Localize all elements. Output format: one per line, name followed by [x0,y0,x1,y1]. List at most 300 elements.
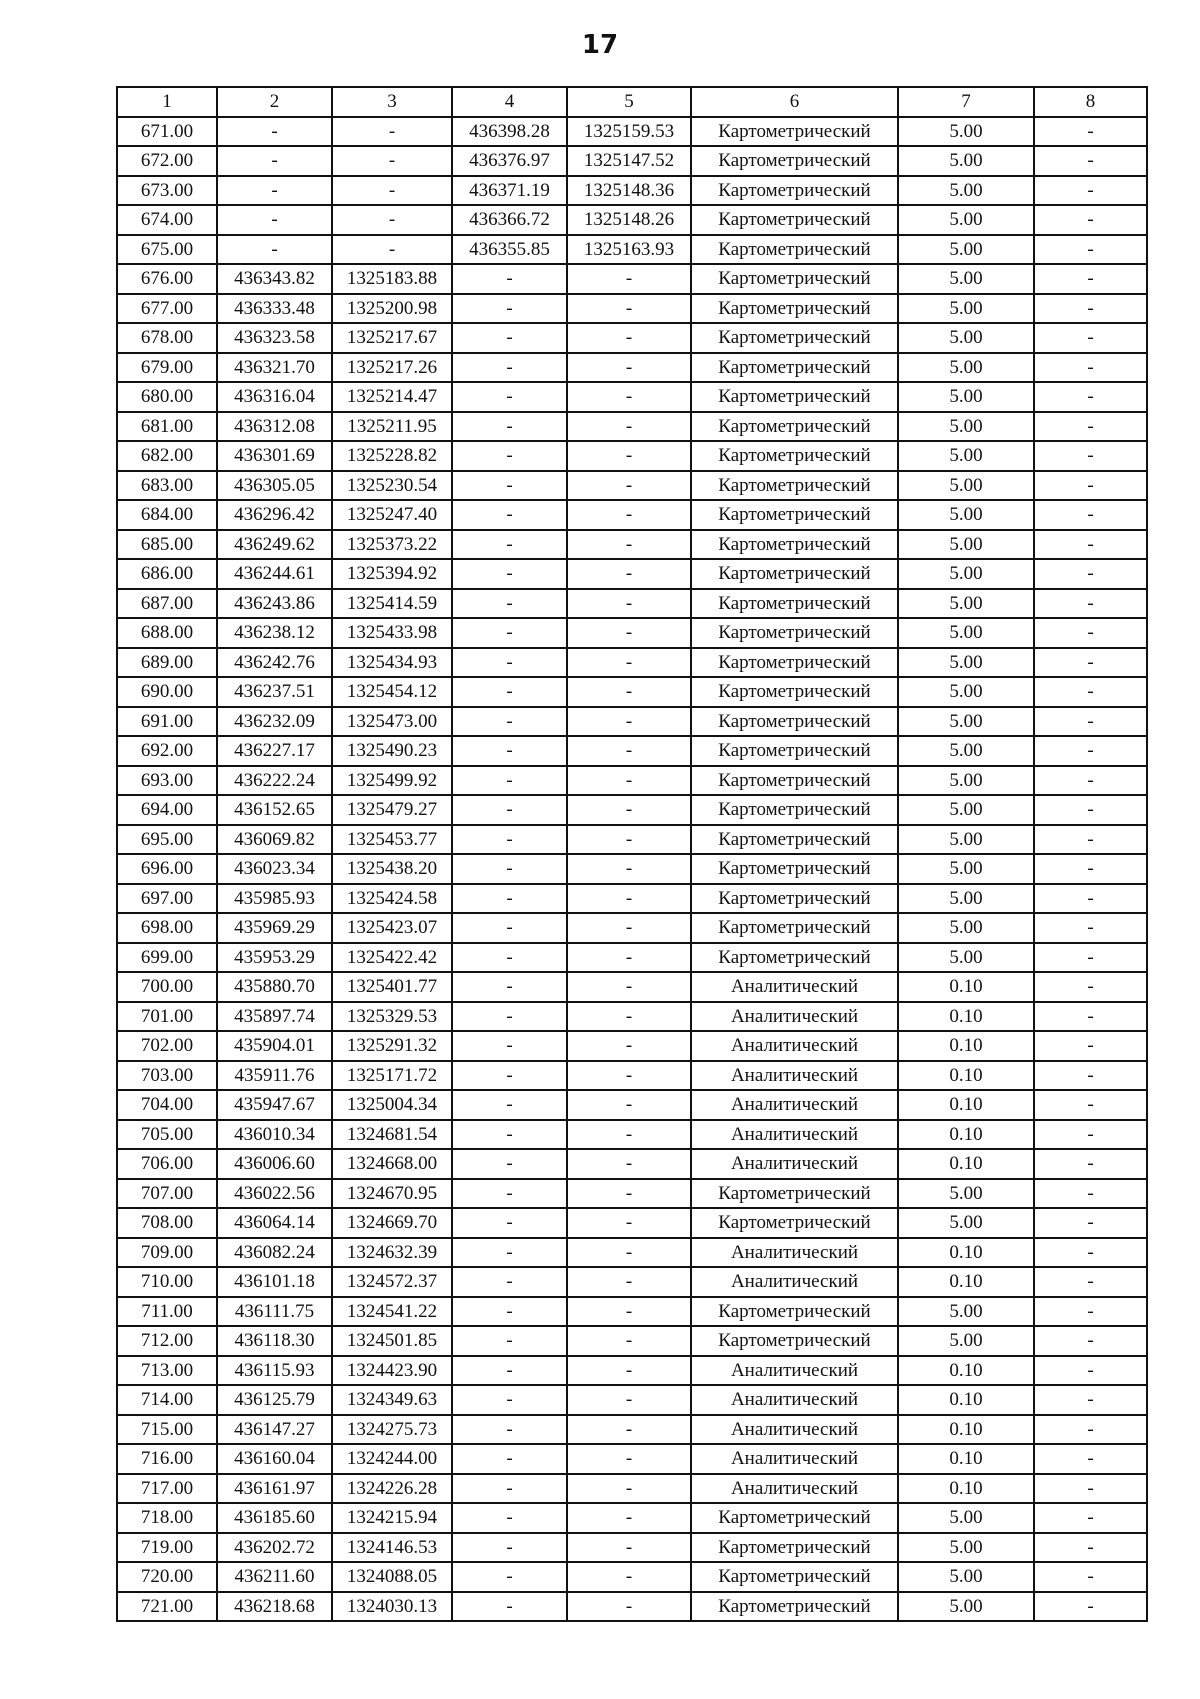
description-cell: - [1034,353,1147,383]
method-cell: Картометрический [691,766,898,796]
accuracy-cell: 5.00 [898,559,1034,589]
method-cell: Картометрический [691,1503,898,1533]
point-number-cell: 707.00 [117,1179,217,1209]
point-number-cell: 671.00 [117,117,217,147]
point-number-cell: 703.00 [117,1061,217,1091]
accuracy-cell: 0.10 [898,1149,1034,1179]
method-cell: Картометрический [691,1208,898,1238]
accuracy-cell: 5.00 [898,530,1034,560]
table-row [117,146,1147,176]
new-x-cell: - [452,972,567,1002]
existing-y-cell: 1324572.37 [332,1267,452,1297]
table-header-row [117,87,1147,117]
table-row [117,1061,1147,1091]
new-y-cell: - [567,1385,691,1415]
new-x-cell: 436355.85 [452,235,567,265]
table-row [117,117,1147,147]
accuracy-cell: 0.10 [898,1444,1034,1474]
table-row [117,618,1147,648]
new-y-cell: - [567,972,691,1002]
existing-x-cell: 436305.05 [217,471,332,501]
existing-y-cell: 1325291.32 [332,1031,452,1061]
accuracy-cell: 0.10 [898,1090,1034,1120]
existing-x-cell: 436321.70 [217,353,332,383]
method-cell: Картометрический [691,884,898,914]
existing-y-cell: 1324030.13 [332,1592,452,1622]
point-number-cell: 683.00 [117,471,217,501]
existing-x-cell: - [217,235,332,265]
existing-x-cell: 436238.12 [217,618,332,648]
new-y-cell: - [567,677,691,707]
existing-x-cell: 436343.82 [217,264,332,294]
accuracy-cell: 5.00 [898,235,1034,265]
accuracy-cell: 5.00 [898,736,1034,766]
new-x-cell: - [452,589,567,619]
description-cell: - [1034,146,1147,176]
accuracy-cell: 5.00 [898,825,1034,855]
description-cell: - [1034,913,1147,943]
existing-y-cell: 1324088.05 [332,1562,452,1592]
description-cell: - [1034,294,1147,324]
new-y-cell: - [567,1444,691,1474]
accuracy-cell: 5.00 [898,795,1034,825]
new-y-cell: 1325159.53 [567,117,691,147]
new-x-cell: - [452,1090,567,1120]
table-row [117,943,1147,973]
point-number-cell: 675.00 [117,235,217,265]
new-x-cell: - [452,1474,567,1504]
table-row [117,766,1147,796]
method-cell: Аналитический [691,1149,898,1179]
description-cell: - [1034,1002,1147,1032]
point-number-cell: 681.00 [117,412,217,442]
description-cell: - [1034,1503,1147,1533]
description-cell: - [1034,1385,1147,1415]
point-number-cell: 693.00 [117,766,217,796]
existing-x-cell: 436022.56 [217,1179,332,1209]
point-number-cell: 672.00 [117,146,217,176]
description-cell: - [1034,559,1147,589]
description-cell: - [1034,323,1147,353]
accuracy-cell: 5.00 [898,1208,1034,1238]
description-cell: - [1034,1208,1147,1238]
new-x-cell: - [452,1002,567,1032]
existing-y-cell: 1325329.53 [332,1002,452,1032]
method-cell: Картометрический [691,559,898,589]
point-number-cell: 710.00 [117,1267,217,1297]
existing-y-cell: 1325499.92 [332,766,452,796]
point-number-cell: 684.00 [117,500,217,530]
existing-x-cell: 436237.51 [217,677,332,707]
existing-x-cell: 435911.76 [217,1061,332,1091]
accuracy-cell: 5.00 [898,176,1034,206]
new-x-cell: - [452,1533,567,1563]
table-row [117,235,1147,265]
method-cell: Аналитический [691,1474,898,1504]
accuracy-cell: 5.00 [898,1179,1034,1209]
accuracy-cell: 5.00 [898,1533,1034,1563]
method-cell: Аналитический [691,1385,898,1415]
table-row [117,1208,1147,1238]
new-y-cell: - [567,1562,691,1592]
description-cell: - [1034,854,1147,884]
description-cell: - [1034,1444,1147,1474]
table-row [117,441,1147,471]
new-x-cell: - [452,500,567,530]
new-x-cell: 436398.28 [452,117,567,147]
point-number-cell: 712.00 [117,1326,217,1356]
method-cell: Картометрический [691,264,898,294]
table-row [117,1415,1147,1445]
existing-y-cell: 1325394.92 [332,559,452,589]
existing-x-cell: 436115.93 [217,1356,332,1386]
new-y-cell: - [567,412,691,442]
table-row [117,884,1147,914]
column-header: 3 [332,87,452,117]
table-row [117,736,1147,766]
accuracy-cell: 0.10 [898,1002,1034,1032]
existing-x-cell: - [217,146,332,176]
accuracy-cell: 5.00 [898,471,1034,501]
existing-y-cell: 1324349.63 [332,1385,452,1415]
new-y-cell: - [567,1179,691,1209]
accuracy-cell: 5.00 [898,589,1034,619]
accuracy-cell: 0.10 [898,1474,1034,1504]
new-x-cell: - [452,294,567,324]
existing-x-cell: 436316.04 [217,382,332,412]
method-cell: Картометрический [691,441,898,471]
accuracy-cell: 5.00 [898,943,1034,973]
table-row [117,825,1147,855]
new-y-cell: - [567,1031,691,1061]
existing-x-cell: 436147.27 [217,1415,332,1445]
table-row [117,1238,1147,1268]
table-row [117,1120,1147,1150]
method-cell: Картометрический [691,382,898,412]
accuracy-cell: 5.00 [898,441,1034,471]
new-y-cell: - [567,264,691,294]
existing-y-cell: - [332,146,452,176]
description-cell: - [1034,1179,1147,1209]
method-cell: Аналитический [691,972,898,1002]
new-x-cell: - [452,1297,567,1327]
point-number-cell: 717.00 [117,1474,217,1504]
existing-x-cell: 435947.67 [217,1090,332,1120]
new-y-cell: - [567,648,691,678]
existing-x-cell: 436185.60 [217,1503,332,1533]
description-cell: - [1034,1562,1147,1592]
existing-x-cell: 436249.62 [217,530,332,560]
table-row [117,1326,1147,1356]
accuracy-cell: 5.00 [898,1297,1034,1327]
method-cell: Картометрический [691,500,898,530]
method-cell: Картометрический [691,1326,898,1356]
table-row [117,795,1147,825]
new-x-cell: - [452,382,567,412]
table-body [117,117,1147,1622]
method-cell: Аналитический [691,1031,898,1061]
new-x-cell: - [452,707,567,737]
table-row [117,1002,1147,1032]
point-number-cell: 688.00 [117,618,217,648]
new-y-cell: - [567,1415,691,1445]
new-y-cell: 1325163.93 [567,235,691,265]
point-number-cell: 720.00 [117,1562,217,1592]
description-cell: - [1034,500,1147,530]
new-y-cell: - [567,1090,691,1120]
description-cell: - [1034,471,1147,501]
existing-x-cell: 436202.72 [217,1533,332,1563]
table-row [117,500,1147,530]
table-row [117,1444,1147,1474]
page-number: 17 [581,30,619,60]
new-y-cell: - [567,1592,691,1622]
point-number-cell: 680.00 [117,382,217,412]
new-x-cell: - [452,825,567,855]
new-y-cell: - [567,382,691,412]
existing-y-cell: 1325414.59 [332,589,452,619]
existing-x-cell: 436064.14 [217,1208,332,1238]
new-y-cell: - [567,323,691,353]
method-cell: Картометрический [691,1179,898,1209]
table-row [117,972,1147,1002]
coordinates-table [116,86,1148,1622]
new-x-cell: - [452,441,567,471]
accuracy-cell: 5.00 [898,205,1034,235]
existing-y-cell: 1325438.20 [332,854,452,884]
accuracy-cell: 5.00 [898,677,1034,707]
new-y-cell: - [567,441,691,471]
new-y-cell: - [567,943,691,973]
method-cell: Картометрический [691,205,898,235]
accuracy-cell: 5.00 [898,884,1034,914]
table-row [117,648,1147,678]
table-row [117,1090,1147,1120]
point-number-cell: 718.00 [117,1503,217,1533]
new-x-cell: - [452,1562,567,1592]
accuracy-cell: 5.00 [898,707,1034,737]
existing-y-cell: 1325434.93 [332,648,452,678]
existing-y-cell: 1325490.23 [332,736,452,766]
method-cell: Картометрический [691,1297,898,1327]
method-cell: Картометрический [691,1562,898,1592]
point-number-cell: 689.00 [117,648,217,678]
existing-y-cell: 1325183.88 [332,264,452,294]
existing-x-cell: 436118.30 [217,1326,332,1356]
method-cell: Картометрический [691,1592,898,1622]
column-header: 6 [691,87,898,117]
new-y-cell: - [567,589,691,619]
existing-y-cell: 1324632.39 [332,1238,452,1268]
existing-y-cell: 1325200.98 [332,294,452,324]
existing-x-cell: 435897.74 [217,1002,332,1032]
existing-y-cell: 1325217.26 [332,353,452,383]
accuracy-cell: 5.00 [898,1562,1034,1592]
table-row [117,559,1147,589]
method-cell: Картометрический [691,648,898,678]
existing-x-cell: 436006.60 [217,1149,332,1179]
description-cell: - [1034,176,1147,206]
new-x-cell: - [452,1179,567,1209]
existing-x-cell: 436242.76 [217,648,332,678]
description-cell: - [1034,618,1147,648]
new-y-cell: - [567,913,691,943]
point-number-cell: 719.00 [117,1533,217,1563]
existing-x-cell: 436161.97 [217,1474,332,1504]
existing-y-cell: 1324423.90 [332,1356,452,1386]
table-row [117,913,1147,943]
existing-y-cell: 1324669.70 [332,1208,452,1238]
existing-x-cell: - [217,205,332,235]
point-number-cell: 677.00 [117,294,217,324]
description-cell: - [1034,1031,1147,1061]
existing-x-cell: 436244.61 [217,559,332,589]
accuracy-cell: 5.00 [898,323,1034,353]
new-y-cell: - [567,500,691,530]
point-number-cell: 678.00 [117,323,217,353]
method-cell: Картометрический [691,323,898,353]
method-cell: Аналитический [691,1356,898,1386]
point-number-cell: 701.00 [117,1002,217,1032]
point-number-cell: 715.00 [117,1415,217,1445]
point-number-cell: 696.00 [117,854,217,884]
point-number-cell: 679.00 [117,353,217,383]
existing-x-cell: 436160.04 [217,1444,332,1474]
table-row [117,854,1147,884]
existing-y-cell: 1325473.00 [332,707,452,737]
existing-y-cell: 1325228.82 [332,441,452,471]
method-cell: Картометрический [691,117,898,147]
existing-y-cell: 1325247.40 [332,500,452,530]
point-number-cell: 682.00 [117,441,217,471]
point-number-cell: 698.00 [117,913,217,943]
new-y-cell: - [567,1149,691,1179]
method-cell: Картометрический [691,146,898,176]
accuracy-cell: 5.00 [898,146,1034,176]
new-y-cell: - [567,559,691,589]
method-cell: Картометрический [691,176,898,206]
new-x-cell: - [452,943,567,973]
method-cell: Картометрический [691,235,898,265]
method-cell: Аналитический [691,1238,898,1268]
accuracy-cell: 5.00 [898,412,1034,442]
new-x-cell: - [452,913,567,943]
point-number-cell: 721.00 [117,1592,217,1622]
new-y-cell: - [567,1503,691,1533]
point-number-cell: 714.00 [117,1385,217,1415]
point-number-cell: 702.00 [117,1031,217,1061]
accuracy-cell: 5.00 [898,618,1034,648]
method-cell: Аналитический [691,1415,898,1445]
existing-x-cell: 436301.69 [217,441,332,471]
table-row [117,1592,1147,1622]
new-x-cell: - [452,1444,567,1474]
accuracy-cell: 0.10 [898,1031,1034,1061]
method-cell: Картометрический [691,707,898,737]
new-y-cell: - [567,530,691,560]
accuracy-cell: 5.00 [898,913,1034,943]
new-x-cell: - [452,1031,567,1061]
accuracy-cell: 5.00 [898,382,1034,412]
new-y-cell: - [567,353,691,383]
column-header: 4 [452,87,567,117]
new-x-cell: 436366.72 [452,205,567,235]
method-cell: Картометрический [691,353,898,383]
existing-y-cell: 1325433.98 [332,618,452,648]
existing-x-cell: 436069.82 [217,825,332,855]
new-y-cell: - [567,1267,691,1297]
description-cell: - [1034,1415,1147,1445]
table-row [117,294,1147,324]
existing-x-cell: 436333.48 [217,294,332,324]
description-cell: - [1034,441,1147,471]
method-cell: Аналитический [691,1444,898,1474]
new-y-cell: - [567,618,691,648]
description-cell: - [1034,1297,1147,1327]
new-x-cell: 436371.19 [452,176,567,206]
method-cell: Аналитический [691,1120,898,1150]
description-cell: - [1034,1149,1147,1179]
existing-y-cell: 1324215.94 [332,1503,452,1533]
method-cell: Картометрический [691,589,898,619]
method-cell: Аналитический [691,1267,898,1297]
description-cell: - [1034,884,1147,914]
existing-x-cell: 435880.70 [217,972,332,1002]
point-number-cell: 709.00 [117,1238,217,1268]
existing-y-cell: 1325230.54 [332,471,452,501]
column-header: 2 [217,87,332,117]
existing-x-cell: 435969.29 [217,913,332,943]
new-x-cell: - [452,323,567,353]
existing-x-cell: - [217,117,332,147]
accuracy-cell: 0.10 [898,1120,1034,1150]
new-x-cell: - [452,1061,567,1091]
table-row [117,205,1147,235]
table-row [117,1356,1147,1386]
point-number-cell: 706.00 [117,1149,217,1179]
new-x-cell: - [452,264,567,294]
existing-y-cell: 1324226.28 [332,1474,452,1504]
existing-y-cell: 1325423.07 [332,913,452,943]
table-row [117,1297,1147,1327]
accuracy-cell: 5.00 [898,117,1034,147]
existing-y-cell: 1325454.12 [332,677,452,707]
new-x-cell: - [452,471,567,501]
accuracy-cell: 0.10 [898,1385,1034,1415]
description-cell: - [1034,1326,1147,1356]
new-y-cell: - [567,1208,691,1238]
description-cell: - [1034,117,1147,147]
existing-x-cell: 436211.60 [217,1562,332,1592]
method-cell: Картометрический [691,1533,898,1563]
existing-y-cell: 1325171.72 [332,1061,452,1091]
existing-x-cell: 436023.34 [217,854,332,884]
existing-y-cell: 1324670.95 [332,1179,452,1209]
accuracy-cell: 5.00 [898,1592,1034,1622]
description-cell: - [1034,648,1147,678]
description-cell: - [1034,530,1147,560]
existing-y-cell: 1324668.00 [332,1149,452,1179]
description-cell: - [1034,589,1147,619]
accuracy-cell: 5.00 [898,353,1034,383]
existing-x-cell: 436232.09 [217,707,332,737]
new-x-cell: - [452,1120,567,1150]
accuracy-cell: 5.00 [898,1326,1034,1356]
new-y-cell: - [567,854,691,884]
new-y-cell: - [567,1002,691,1032]
new-x-cell: - [452,412,567,442]
table-row [117,412,1147,442]
